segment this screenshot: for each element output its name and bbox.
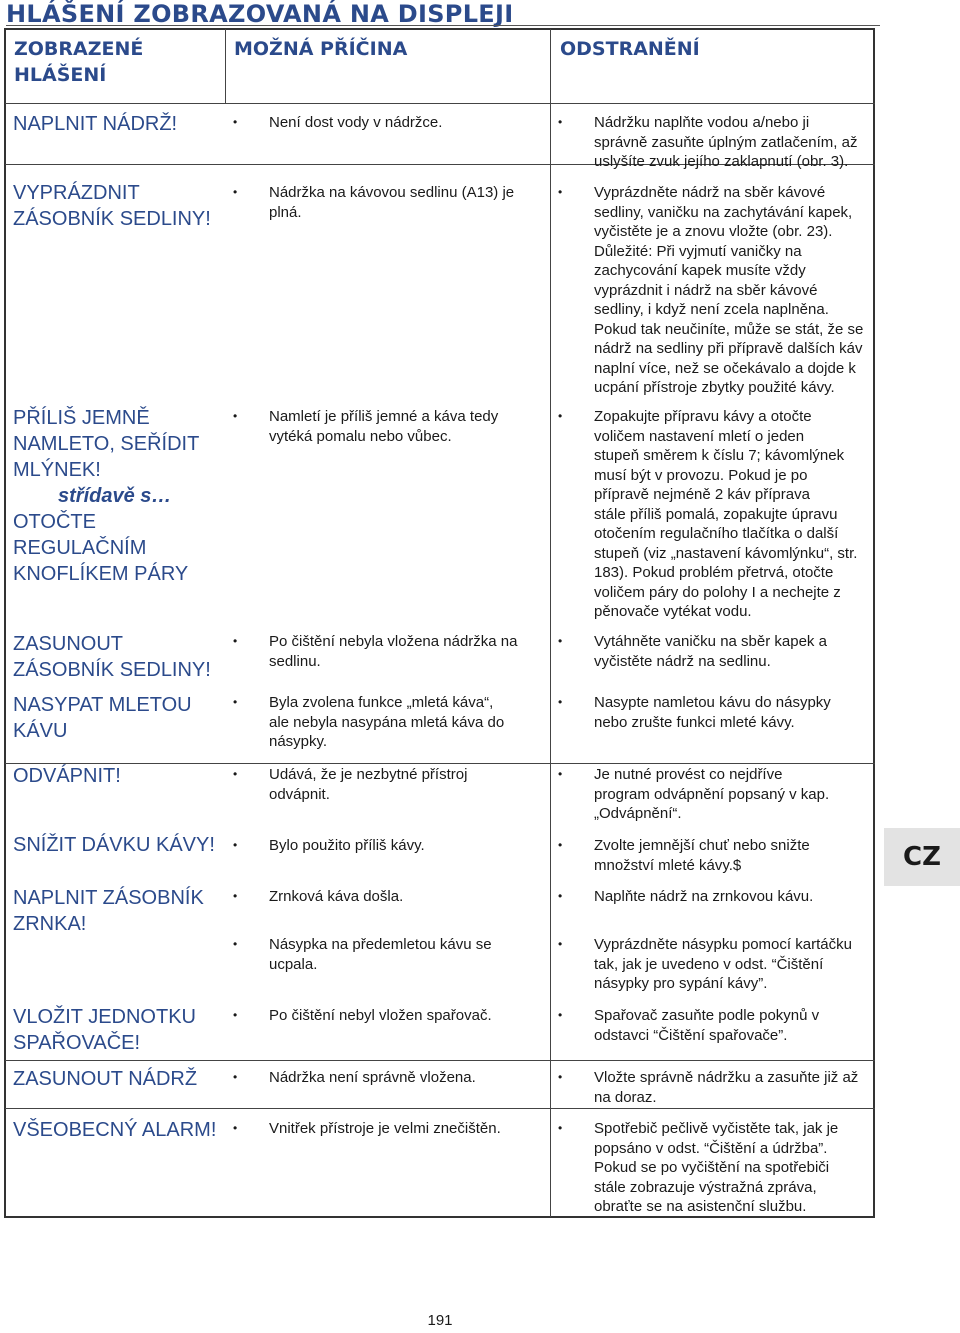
text-line: stupeň (viz „nastavení kávomlýnku“, str.: [594, 544, 858, 562]
bullet-icon: •: [558, 1070, 563, 1084]
text-line: uslyšíte zvuk jejího zaklapnutí (obr. 3).: [594, 153, 849, 170]
cause-11: [233, 1119, 533, 1139]
bullet-icon: •: [233, 937, 238, 951]
text-line: voličem nastavení mletí o jeden: [594, 427, 805, 445]
message-0: [13, 111, 177, 137]
message-10: [13, 1117, 216, 1143]
message-6: [13, 832, 215, 858]
bullet-icon: •: [233, 634, 238, 648]
text-line: Je nutné provést co nejdříve: [594, 766, 783, 783]
text-line: obraťte se na asistenční službu.: [594, 1198, 807, 1215]
column-divider: [225, 29, 226, 104]
bullet-icon: •: [233, 695, 238, 709]
fix-text: [558, 693, 870, 732]
bullet-icon: •: [233, 409, 238, 423]
bullet-icon: •: [233, 1008, 238, 1022]
text-line: ODVÁPNIT!: [13, 765, 121, 787]
bullet-icon: •: [233, 1070, 238, 1084]
message-7: [13, 885, 204, 937]
bullet-icon: •: [558, 937, 563, 951]
bullet-icon: •: [233, 889, 238, 903]
text-line: Zrnková káva došla.: [269, 888, 404, 905]
text-line: SNÍŽIT DÁVKU KÁVY!: [13, 834, 215, 856]
bullet-icon: •: [558, 889, 563, 903]
cause-text: [233, 407, 533, 446]
header-message-label: [14, 36, 204, 88]
cause-text: [233, 1006, 533, 1026]
message-4: [13, 692, 192, 744]
text-line: ucpala.: [269, 955, 318, 973]
fix-5: [558, 765, 870, 824]
fix-8: [558, 935, 870, 994]
text-line: množství mleté kávy.$: [594, 856, 742, 874]
fix-10: [558, 1068, 870, 1107]
fix-text: [558, 935, 870, 994]
cause-text: [233, 1119, 533, 1139]
page-title: HLÁŠENÍ ZOBRAZOVANÁ NA DISPLEJI: [6, 0, 514, 28]
cause-8: [233, 935, 533, 974]
text-line: VLOŽIT JEDNOTKU: [13, 1006, 196, 1028]
text-line: Byla zvolena funkce „mletá káva“,: [269, 694, 494, 711]
text-line: MLÝNEK!: [13, 459, 101, 481]
text-line: sedliny, vaničku na zachytávání kapek,: [594, 203, 853, 221]
text-line: 183). Pokud problém přetrvá, otočte: [594, 564, 834, 581]
message-3: [13, 631, 211, 683]
cause-text: [233, 183, 533, 222]
text-line: ale nebyla nasypána mletá káva do: [269, 713, 505, 731]
text-line: Vyprázdněte násypku pomocí kartáčku: [594, 936, 852, 953]
fix-text: [558, 1006, 870, 1045]
text-line: NAPLNIT ZÁSOBNÍK: [13, 887, 204, 909]
fix-text: [558, 183, 870, 398]
fix-7: [558, 887, 870, 907]
text-line: ZRNKA!: [13, 913, 87, 935]
message-9: [13, 1066, 197, 1092]
cause-text: [233, 765, 533, 804]
cause-text: [233, 693, 533, 752]
text-line: vyčistěte je a znovu vložte (obr. 23).: [594, 223, 833, 240]
fix-text: [558, 632, 870, 671]
cause-0: [233, 113, 533, 133]
bullet-icon: •: [558, 695, 563, 709]
text-line: KNOFLÍKEM PÁRY: [13, 563, 189, 585]
bullet-icon: •: [558, 1121, 563, 1135]
text-line: OTOČTE: [13, 511, 96, 533]
message-5: [13, 763, 121, 789]
fix-4: [558, 693, 870, 732]
text-line: Pokud tak neučiníte, může se stát, že se: [594, 320, 864, 338]
title-underline: [6, 25, 880, 26]
fix-text: [558, 113, 870, 172]
text-line: Vyprázdněte nádrž na sběr kávové: [594, 184, 826, 201]
text-line: NAPLNIT NÁDRŽ!: [13, 113, 178, 135]
cause-10: [233, 1068, 533, 1088]
cause-text: [233, 935, 533, 974]
row-divider: [5, 1108, 875, 1109]
text-line: sedlinu.: [269, 652, 321, 670]
text-line: na doraz.: [594, 1088, 657, 1106]
text-line: střídavě s…: [58, 485, 172, 507]
text-line: Zvolte jemnější chuť nebo snižte: [594, 837, 810, 854]
fix-1: [558, 183, 870, 398]
bullet-icon: •: [558, 1008, 563, 1022]
message-8: [13, 1004, 196, 1056]
text-line: vyprázdnit i nádrž na sběr kávové: [594, 281, 818, 299]
fix-text: [558, 407, 870, 622]
bullet-icon: •: [558, 634, 563, 648]
header-cause: MOŽNÁ PŘÍČINA: [234, 38, 408, 60]
text-line: Vytáhněte vaničku na sběr kapek a: [594, 633, 827, 650]
cause-text: [233, 1068, 533, 1088]
text-line: popsáno v odst. “Čištění a údržba”.: [594, 1139, 828, 1157]
text-line: Spotřebič pečlivě vyčistěte tak, jak je: [594, 1120, 839, 1137]
text-line: stále příliš pomalá, zopakujte úpravu: [594, 505, 838, 523]
bullet-icon: •: [558, 767, 563, 781]
text-line: Nádržka není správně vložena.: [269, 1069, 476, 1086]
text-line: odstavci “Čištění spařovače”.: [594, 1026, 788, 1044]
cause-7: [233, 887, 533, 907]
bullet-icon: •: [233, 1121, 238, 1135]
header-line: HLÁŠENÍ: [14, 64, 107, 86]
bullet-icon: •: [558, 838, 563, 852]
text-line: vyčistěte nádrž na sedlinu.: [594, 652, 771, 670]
text-line: Není dost vody v nádržce.: [269, 114, 443, 131]
text-line: Nádržku naplňte vodou a/nebo ji: [594, 114, 810, 131]
text-line: VYPRÁZDNIT: [13, 182, 140, 204]
fix-text: [558, 1119, 870, 1217]
header-divider: [5, 103, 875, 104]
bullet-icon: •: [558, 185, 563, 199]
text-line: REGULAČNÍM: [13, 537, 147, 559]
fix-6: [558, 836, 870, 875]
cause-3: [233, 632, 533, 671]
text-line: násypky.: [269, 733, 328, 750]
text-line: sedliny, i když není zcela naplněna.: [594, 301, 829, 318]
text-line: Bylo použito příliš kávy.: [269, 837, 425, 854]
text-line: Důležité: Při vyjmutí vaničky na: [594, 242, 802, 260]
text-line: otočením regulačního tlačítka o další: [594, 525, 839, 542]
header-line: ZOBRAZENÉ: [14, 38, 144, 60]
text-line: Zopakujte přípravu kávy a otočte: [594, 408, 812, 425]
text-line: Pokud se po vyčištění na spotřebiči: [594, 1159, 830, 1176]
text-line: Po čištění nebyl vložen spařovač.: [269, 1007, 492, 1024]
text-line: Udává, že je nezbytné přístroj: [269, 766, 468, 783]
text-line: PŘÍLIŠ JEMNĚ: [13, 407, 150, 429]
text-line: „Odvápnění“.: [594, 805, 682, 822]
bullet-icon: •: [233, 767, 238, 781]
text-line: Nádržka na kávovou sedlinu (A13) je: [269, 184, 515, 201]
text-line: ZASUNOUT NÁDRŽ: [13, 1068, 198, 1090]
text-line: nádrž na sedliny při přípravě dalších káv: [594, 340, 863, 357]
cause-text: [233, 887, 533, 907]
cause-9: [233, 1006, 533, 1026]
text-line: násypky pro sypání kávy”.: [594, 975, 768, 992]
fix-2: [558, 407, 870, 622]
text-line: plná.: [269, 203, 302, 221]
cause-6: [233, 836, 533, 856]
header-message: [14, 36, 204, 88]
text-line: ucpání přístroje zbytky použité kávy.: [594, 379, 835, 396]
text-line: Vnitřek přístroje je velmi znečištěn.: [269, 1120, 501, 1137]
fix-9: [558, 1006, 870, 1045]
bullet-icon: •: [558, 115, 563, 129]
text-line: voličem páry do polohy I a nechejte z: [594, 583, 841, 601]
cause-text: [233, 836, 533, 856]
text-line: správně zasuňte úplným zatlačením, až: [594, 133, 858, 151]
bullet-icon: •: [558, 409, 563, 423]
text-line: KÁVU: [13, 720, 68, 742]
text-line: Nasypte namletou kávu do násypky: [594, 694, 831, 711]
text-line: tak, jak je uvedeno v odst. “Čištění: [594, 955, 824, 973]
fix-0: [558, 113, 870, 172]
text-line: SPAŘOVAČE!: [13, 1032, 141, 1054]
text-line: Po čištění nebyla vložena nádržka na: [269, 633, 518, 650]
row-divider: [5, 763, 875, 764]
text-line: nebo zrušte funkci mleté kávy.: [594, 713, 795, 731]
cause-4: [233, 693, 533, 752]
fix-text: [558, 887, 870, 907]
text-line: ZASUNOUT: [13, 633, 123, 655]
cause-text: [233, 632, 533, 671]
fix-3: [558, 632, 870, 671]
text-line: Namletí je příliš jemné a káva tedy: [269, 408, 499, 425]
text-line: musí být v provozu. Pokud je po: [594, 466, 808, 484]
text-line: NAMLETO, SEŘÍDIT: [13, 433, 200, 455]
text-line: zachycování kapek musíte vždy: [594, 262, 806, 279]
text-line: ZÁSOBNÍK SEDLINY!: [13, 659, 211, 681]
column-divider: [550, 29, 551, 1217]
bullet-icon: •: [233, 838, 238, 852]
text-line: stále zobrazuje výstražná zpráva,: [594, 1178, 817, 1196]
text-line: Spařovač zasuňte podle pokynů v: [594, 1007, 820, 1024]
text-line: odvápnit.: [269, 785, 330, 803]
text-line: Vložte správně nádržku a zasuňte již až: [594, 1069, 859, 1086]
bullet-icon: •: [233, 115, 238, 129]
message-2: [13, 405, 199, 587]
text-line: naplní více, než se očekávalo a dojde k: [594, 359, 856, 377]
fix-11: [558, 1119, 870, 1217]
text-line: pěnovače vytékat vodu.: [594, 603, 752, 620]
cause-5: [233, 765, 533, 804]
fix-text: [558, 1068, 870, 1107]
text-line: přípravě nejméně 2 káv příprava: [594, 486, 810, 503]
text-line: Naplňte nádrž na zrnkovou kávu.: [594, 888, 814, 905]
fix-text: [558, 765, 870, 824]
cause-text: [233, 113, 533, 133]
text-line: VŠEOBECNÝ ALARM!: [13, 1119, 217, 1141]
text-line: NASYPAT MLETOU: [13, 694, 192, 716]
text-line: vytéká pomalu nebo vůbec.: [269, 427, 452, 445]
row-divider: [5, 1060, 875, 1061]
text-line: Násypka na předemletou kávu se: [269, 936, 492, 953]
fix-text: [558, 836, 870, 875]
cause-2: [233, 407, 533, 446]
cause-1: [233, 183, 533, 222]
page-number: 191: [427, 1312, 453, 1329]
bullet-icon: •: [233, 185, 238, 199]
text-line: program odvápnění popsaný v kap.: [594, 785, 830, 803]
message-1: [13, 180, 211, 232]
language-tab: CZ: [884, 828, 960, 886]
text-line: stupeň směrem k číslu 7; kávomlýnek: [594, 447, 845, 464]
header-solution: ODSTRANĚNÍ: [560, 38, 700, 60]
text-line: ZÁSOBNÍK SEDLINY!: [13, 208, 211, 230]
